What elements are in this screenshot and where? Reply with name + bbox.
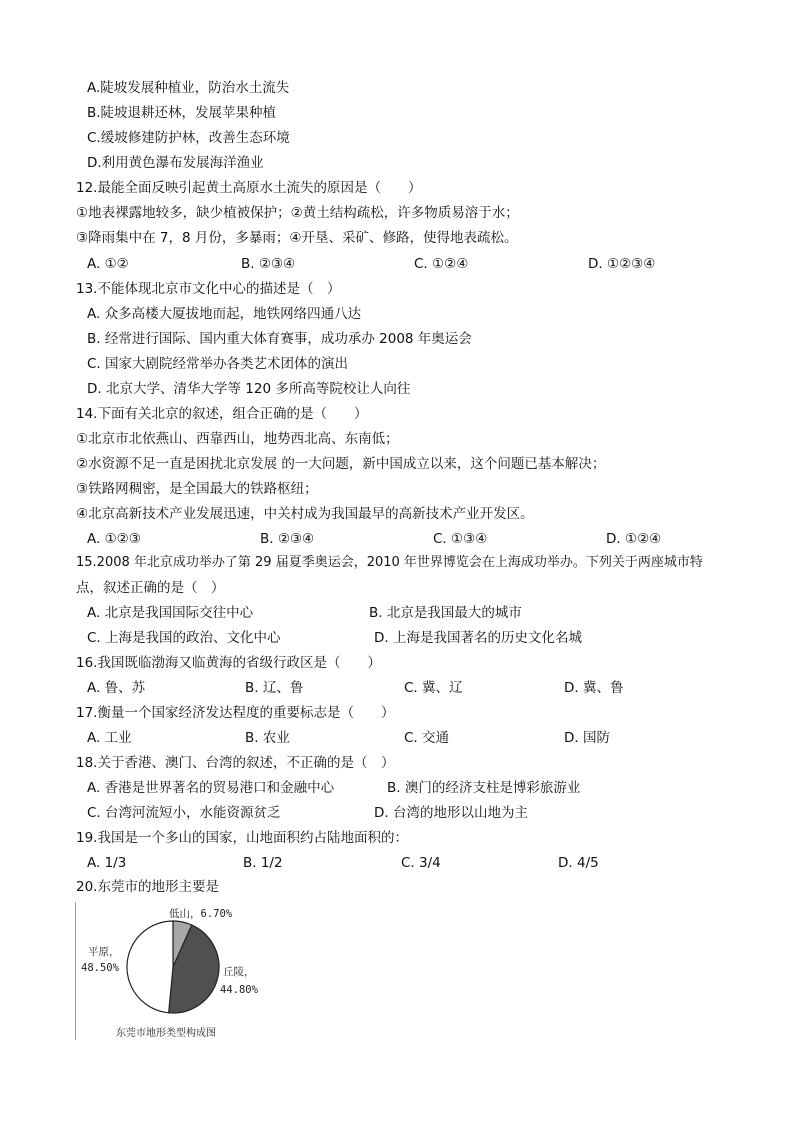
q16-option-c: C. 冀、辽 [404, 680, 463, 696]
q14-line-1: ①北京市北依燕山、西靠西山，地势西北高、东南低； [76, 431, 399, 447]
q17-option-a: A. 工业 [87, 730, 132, 746]
q14-option-a: A. ①②③ [87, 531, 141, 547]
q13-option-d: D. 北京大学、清华大学等 120 多所高等院校让人向往 [87, 381, 411, 397]
q15-option-c: C. 上海是我国的政治、文化中心 [87, 630, 281, 646]
slice-plain [127, 921, 173, 1013]
q19-option-b: B. 1/2 [243, 855, 283, 871]
q15-option-d: D. 上海是我国著名的历史文化名城 [374, 630, 582, 646]
q16-option-d: D. 冀、鲁 [564, 680, 624, 696]
q14-option-b: B. ②③④ [260, 531, 315, 547]
q17-stem: 17.衡量一个国家经济发达程度的重要标志是（ ） [76, 705, 395, 721]
q12-option-a: A. ①② [87, 256, 129, 272]
q17-option-d: D. 国防 [564, 730, 610, 746]
q15-option-a: A. 北京是我国国际交往中心 [87, 605, 254, 621]
q12-stem: 12.最能全面反映引起黄土高原水土流失的原因是（ ） [76, 180, 422, 196]
prev-option-d: D.利用黄色瀑布发展海洋渔业 [87, 155, 264, 171]
q12-line-1: ①地表裸露地较多，缺少植被保护；②黄土结构疏松，许多物质易溶于水； [76, 205, 519, 221]
q13-option-a: A. 众多高楼大厦拔地而起，地铁网络四通八达 [87, 306, 362, 322]
q19-stem: 19.我国是一个多山的国家，山地面积约占陆地面积的： [76, 830, 408, 846]
q15-stem-line-1: 15.2008 年北京成功举办了第 29 届夏季奥运会，2010 年世界博览会在上海成功举办。下列关于两座城市特 [76, 555, 703, 570]
q12-option-c: C. ①②④ [414, 256, 469, 272]
q14-line-3: ③铁路网稠密，是全国最大的铁路枢纽； [76, 481, 318, 497]
label-plain-value: 48.50% [81, 962, 119, 974]
label-low-mountain: 低山，6.70% [169, 908, 233, 920]
q20-stem: 20.东莞市的地形主要是 [76, 879, 219, 895]
q14-option-c: C. ①③④ [433, 531, 488, 547]
q13-option-c: C. 国家大剧院经常举办各类艺术团体的演出 [87, 356, 349, 372]
label-plain-name: 平原， [88, 946, 120, 958]
q15-stem-line-2: 点，叙述正确的是（ ） [76, 580, 225, 596]
prev-option-a: A.陡坡发展种植业，防治水土流失 [87, 80, 290, 96]
q18-option-c: C. 台湾河流短小，水能资源贫乏 [87, 805, 281, 821]
label-hill-value: 44.80% [220, 984, 258, 996]
q17-option-c: C. 交通 [404, 730, 450, 746]
q19-option-a: A. 1/3 [87, 855, 127, 871]
label-hill-name: 丘陵， [223, 966, 255, 978]
q14-stem: 14.下面有关北京的叙述，组合正确的是（ ） [76, 406, 368, 422]
q14-line-2: ②水资源不足一直是困扰北京发展 的一大问题，新中国成立以来，这个问题已基本解决； [76, 456, 606, 472]
q14-line-4: ④北京高新技术产业发展迅速，中关村成为我国最早的高新技术产业开发区。 [76, 506, 534, 522]
q13-option-b: B. 经常进行国际、国内重大体育赛事，成功承办 2008 年奥运会 [87, 331, 472, 347]
q16-option-b: B. 辽、鲁 [245, 680, 304, 696]
q18-stem: 18.关于香港、澳门、台湾的叙述，不正确的是（ ） [76, 755, 395, 771]
q18-option-a: A. 香港是世界著名的贸易港口和金融中心 [87, 780, 335, 796]
terrain-pie-chart [76, 902, 258, 1022]
q18-option-d: D. 台湾的地形以山地为主 [374, 805, 528, 821]
q17-option-b: B. 农业 [245, 730, 290, 746]
q14-option-d: D. ①②④ [606, 531, 662, 547]
q12-line-2: ③降雨集中在 7，8 月份，多暴雨；④开垦、采矿、修路，使得地表疏松。 [76, 230, 518, 246]
q16-stem: 16.我国既临渤海又临黄海的省级行政区是（ ） [76, 655, 381, 671]
terrain-pie-figure [75, 902, 258, 1040]
q15-option-b: B. 北京是我国最大的城市 [369, 605, 522, 621]
q12-option-b: B. ②③④ [241, 256, 296, 272]
q16-option-a: A. 鲁、苏 [87, 680, 146, 696]
q12-option-d: D. ①②③④ [588, 256, 656, 272]
prev-option-b: B.陡坡退耕还林，发展苹果种植 [87, 105, 277, 121]
prev-option-c: C.缓坡修建防护林，改善生态环境 [87, 130, 290, 146]
q18-option-b: B. 澳门的经济支柱是博彩旅游业 [387, 780, 581, 796]
q13-stem: 13.不能体现北京市文化中心的描述是（ ） [76, 281, 341, 297]
q19-option-d: D. 4/5 [558, 855, 599, 871]
chart-title: 东莞市地形类型构成图 [116, 1028, 216, 1039]
q19-option-c: C. 3/4 [401, 855, 441, 871]
